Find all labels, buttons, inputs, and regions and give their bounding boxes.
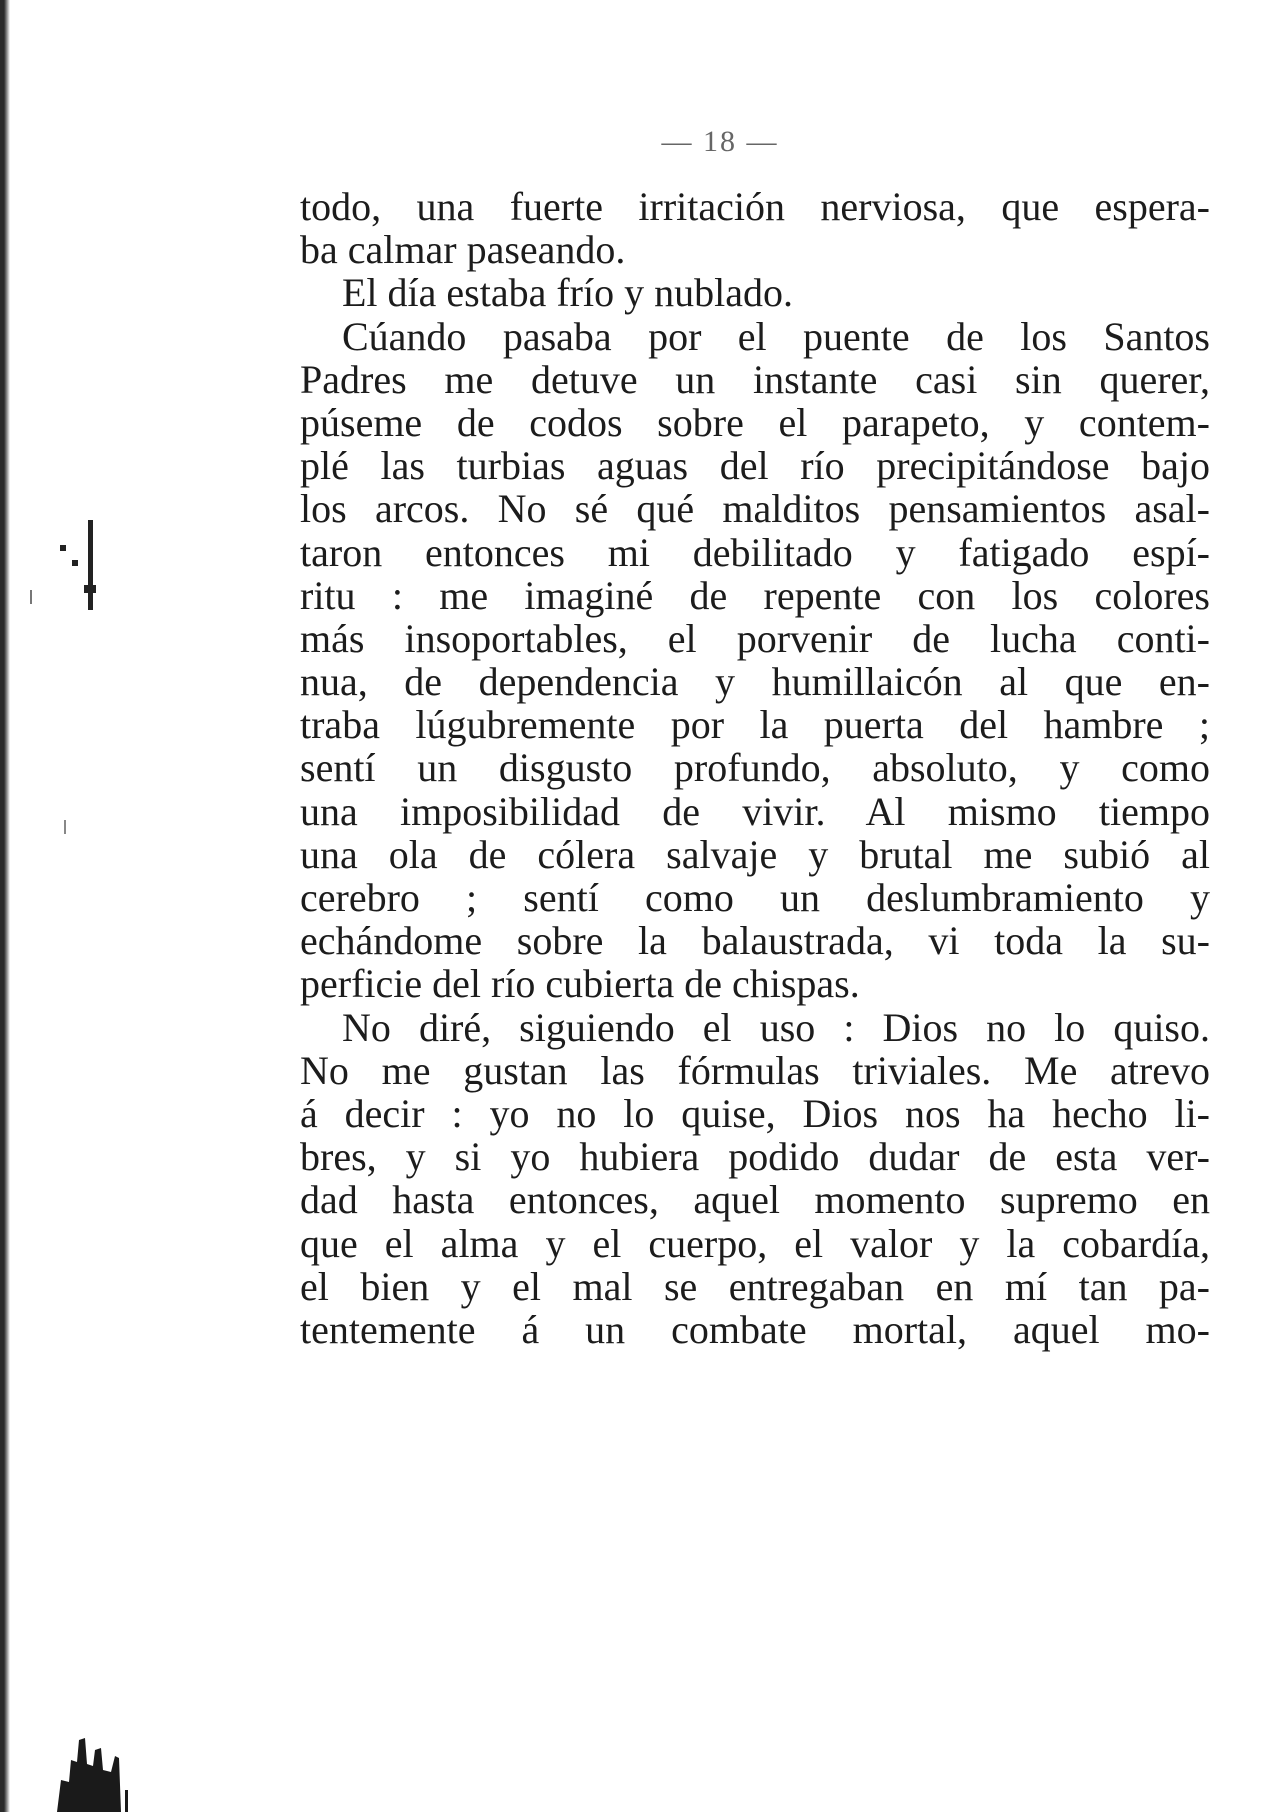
- page-number: — 18 —: [661, 125, 779, 158]
- text-line: una imposibilidad de vivir. Al mismo tiempo: [300, 788, 1210, 834]
- text-line: á decir : yo no lo quise, Dios nos ha hecho li-: [300, 1090, 1210, 1136]
- text-line: Cúando pasaba por el puente de los Santos: [342, 313, 1210, 359]
- text-line: Padres me detuve un instante casi sin querer,: [300, 356, 1210, 402]
- text-line: No me gustan las fórmulas triviales. Me atrevo: [300, 1047, 1210, 1093]
- text-line: bres, y si yo hubiera podido dudar de esta ver-: [300, 1134, 1210, 1180]
- text-line: ritu : me imaginé de repente con los colores: [300, 572, 1210, 618]
- text-line: el bien y el mal se entregaban en mí tan pa-: [300, 1263, 1210, 1309]
- text-line: tentemente á un combate mortal, aquel mo-: [300, 1306, 1210, 1352]
- text-line: ba calmar paseando.: [300, 227, 626, 273]
- body-text: [300, 185, 1210, 1351]
- text-line: echándome sobre la balaustrada, vi toda la su-: [300, 918, 1210, 964]
- text-line: más insoportables, el porvenir de lucha conti-: [300, 615, 1210, 661]
- scan-speck: [88, 520, 93, 610]
- text-line: púseme de codos sobre el parapeto, y contem-: [300, 399, 1210, 445]
- scan-speck: [84, 585, 96, 593]
- text-line: dad hasta entonces, aquel momento supremo en: [300, 1177, 1210, 1223]
- text-line: los arcos. No sé qué malditos pensamientos asal-: [300, 486, 1210, 532]
- text-line: taron entonces mi debilitado y fatigado espí-: [300, 529, 1210, 575]
- text-line: perficie del río cubierta de chispas.: [300, 961, 860, 1007]
- text-line: que el alma y el cuerpo, el valor y la cobardía,: [300, 1220, 1210, 1266]
- text-line: cerebro ; sentí como un deslumbramiento y: [300, 875, 1210, 920]
- text-line: nua, de dependencia y humillaicón al que en-: [300, 659, 1210, 705]
- scan-fragment-mark: [55, 1720, 135, 1812]
- text-line: una ola de cólera salvaje y brutal me subió al: [300, 831, 1210, 877]
- text-line: El día estaba frío y nublado.: [342, 270, 793, 316]
- scan-speck: [60, 545, 66, 551]
- text-line: plé las turbias aguas del río precipitándose bajo: [300, 443, 1210, 489]
- scan-speck: [64, 820, 66, 834]
- scan-speck: [30, 590, 32, 604]
- scan-speck: [72, 560, 78, 566]
- binding-edge: [0, 0, 10, 1812]
- text-line: No diré, siguiendo el uso : Dios no lo quiso.: [342, 1004, 1210, 1050]
- text-line: sentí un disgusto profundo, absoluto, y como: [300, 745, 1210, 791]
- text-line: traba lúgubremente por la puerta del hambre ;: [300, 702, 1210, 748]
- text-line: todo, una fuerte irritación nerviosa, que espera-: [300, 184, 1210, 229]
